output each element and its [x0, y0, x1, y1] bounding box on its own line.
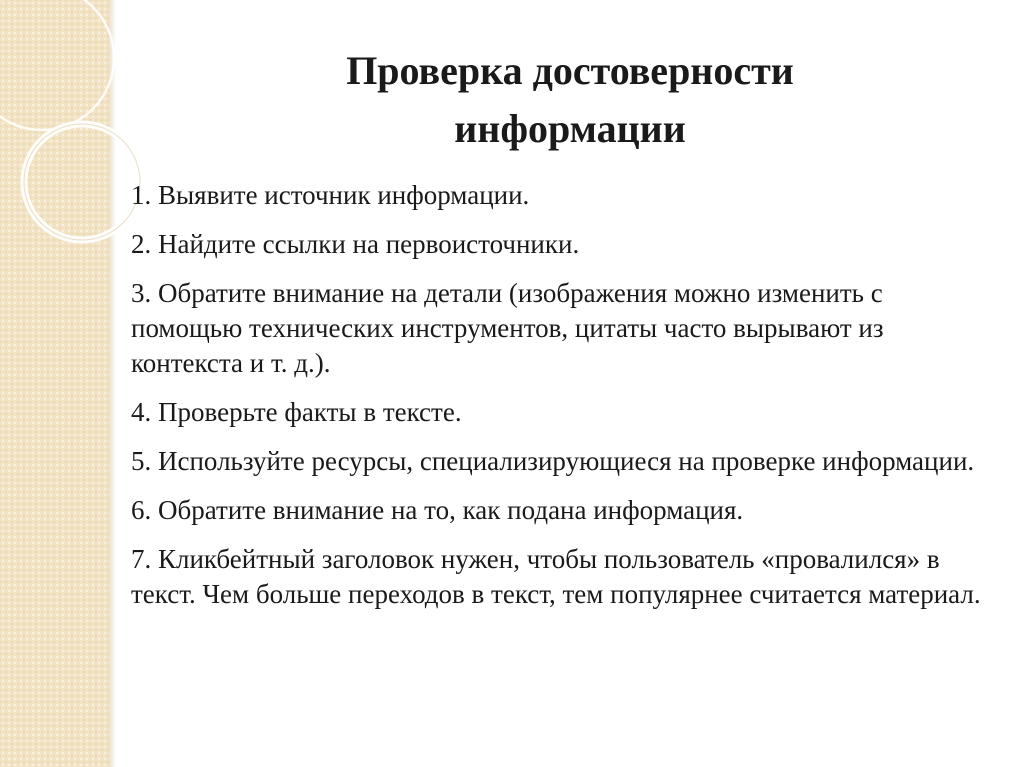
list-item-7: 7. Кликбейтный заголовок нужен, чтобы пользователь «провалился» в текст. Чем больше переходов в текст, тем популярнее считается материал.	[131, 544, 981, 609]
list-item-2: 2. Найдите ссылки на первоисточники.	[131, 229, 580, 259]
list-item-6: 6. Обратите внимание на то, как подана информация.	[131, 495, 744, 525]
checklist	[131, 178, 991, 626]
list-item-1: 1. Выявите источник информации.	[131, 180, 530, 210]
list-item-3: 3. Обратите внимание на детали (изображения можно изменить с помощью технических инструментов, цитаты часто вырывают из контекста и т. д.).	[131, 278, 884, 378]
slide-title-line-1: Проверка достоверности	[346, 48, 794, 93]
list-item-5: 5. Используйте ресурсы, специализирующиеся на проверке информации.	[131, 446, 975, 476]
slide-title-line-2: информации	[454, 106, 686, 151]
list-item-4: 4. Проверьте факты в тексте.	[131, 397, 462, 427]
slide-title	[150, 42, 990, 158]
